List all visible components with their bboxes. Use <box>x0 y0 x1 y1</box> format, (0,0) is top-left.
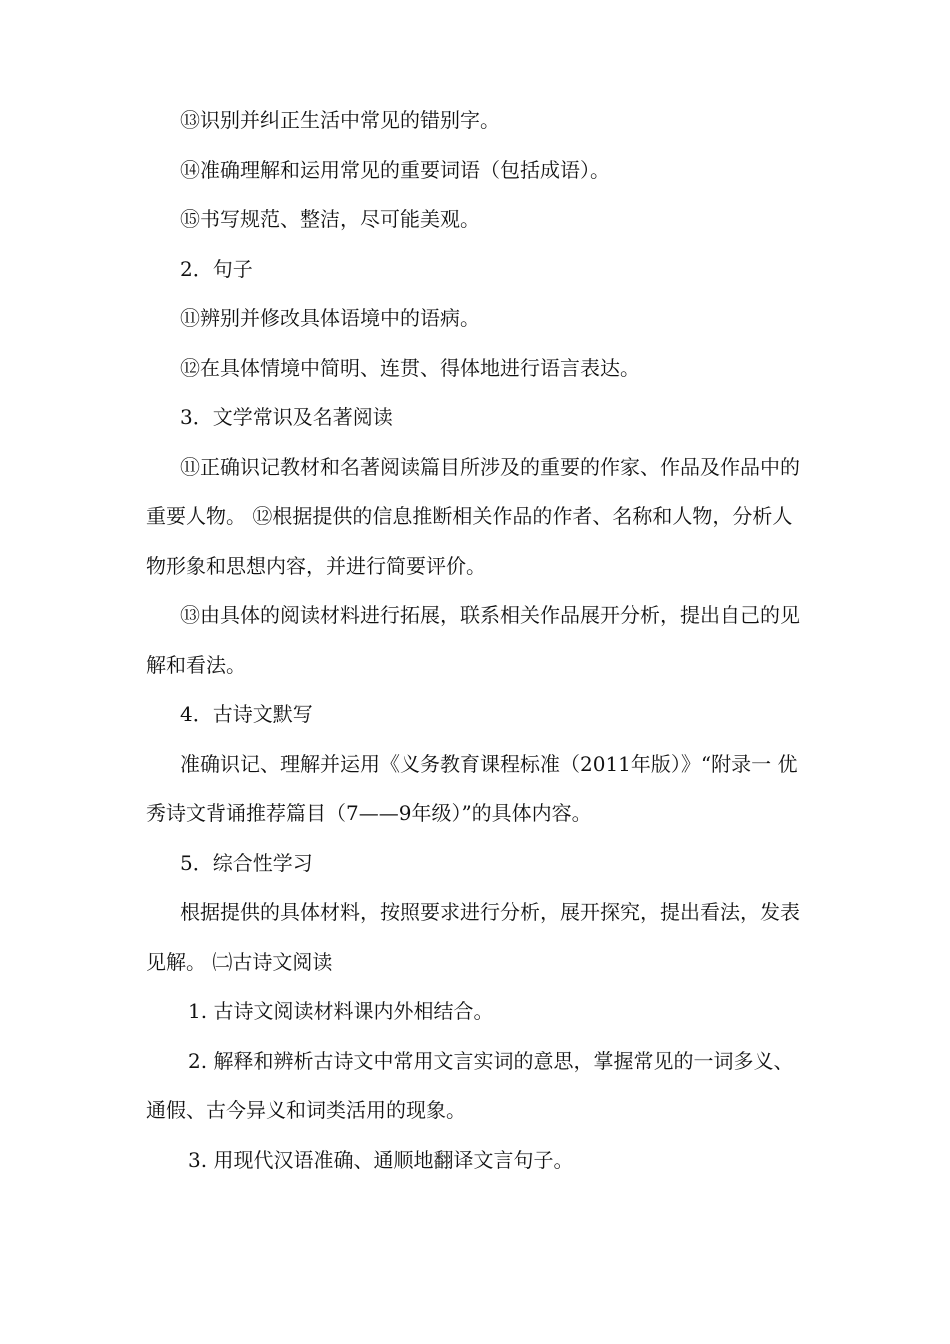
document-body <box>146 96 810 1185</box>
paragraph-14-words: ⑭准确理解和运用常见的重要词语（包括成语）。 <box>180 157 610 182</box>
section-heading-sentences: 2．句子 <box>180 256 253 281</box>
paragraph-literature-13: ⑬由具体的阅读材料进行拓展，联系相关作品展开分析，提出自己的见解和看法。 <box>146 603 800 677</box>
paragraph-comprehensive-study: 根据提供的具体材料，按照要求进行分析，展开探究，提出看法，发表见解。 ㈡古诗文阅读 <box>146 900 800 974</box>
paragraph-poetry-dictation: 准确识记、理解并运用《义务教育课程标准（2011年版）》“附录一 优秀诗文背诵推荐篇目（7——9年级）”的具体内容。 <box>146 751 798 825</box>
section-heading-comprehensive-study: 5．综合性学习 <box>180 850 313 875</box>
list-item-2: 2. 解释和辨析古诗文中常用文言实词的意思，掌握常见的一词多义、通假、古今异义和词类活用的现象。 <box>146 1048 794 1122</box>
list-item-3: 3. 用现代汉语准确、通顺地翻译文言句子。 <box>188 1147 574 1172</box>
list-item-1: 1. 古诗文阅读材料课内外相结合。 <box>188 999 494 1023</box>
paragraph-12-expression: ⑫在具体情境中简明、连贯、得体地进行语言表达。 <box>180 355 640 380</box>
section-heading-literature: 3．文学常识及名著阅读 <box>180 405 393 429</box>
paragraph-13-typos: ⑬识别并纠正生活中常见的错别字。 <box>180 108 500 132</box>
section-heading-poetry-dictation: 4．古诗文默写 <box>180 702 313 726</box>
paragraph-11-grammar: ⑪辨别并修改具体语境中的语病。 <box>180 306 480 330</box>
paragraph-literature-11-12: ⑪正确识记教材和名著阅读篇目所涉及的重要的作家、作品及作品中的重要人物。 ⑫根据提供的信息推断相关作品的作者、名称和人物，分析人物形象和思想内容，并进行简要评价。 <box>146 454 800 578</box>
paragraph-15-writing: ⑮书写规范、整洁，尽可能美观。 <box>180 207 480 231</box>
